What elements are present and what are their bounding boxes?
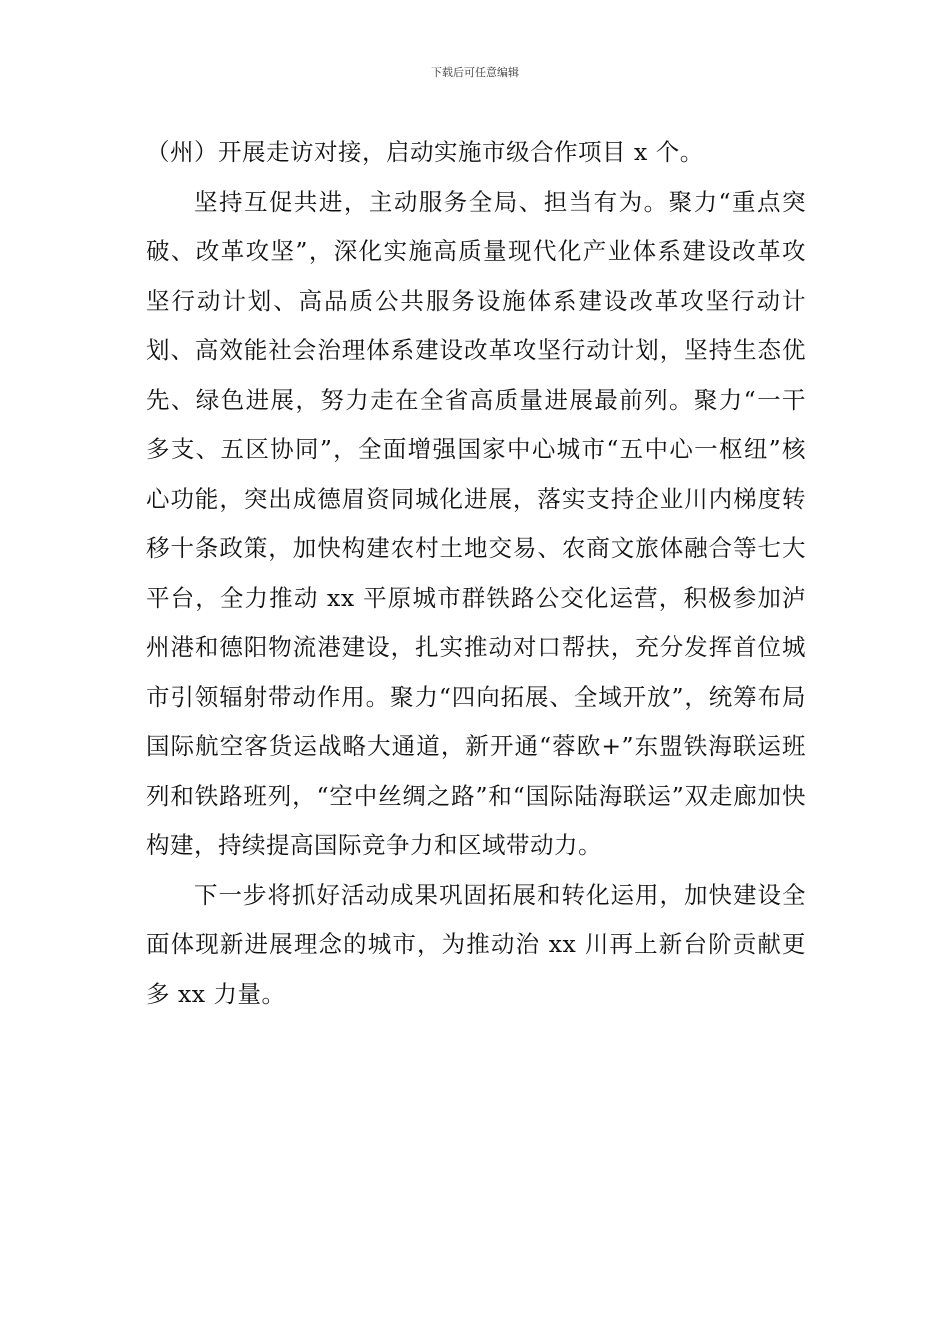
- paragraph-2: 坚持互促共进，主动服务全局、担当有为。聚力“重点突破、改革攻坚”，深化实施高质量现代化产业体系建设改革攻坚行动计划、高品质公共服务设施体系建设改革攻坚行动计划、高效能社会治理体系建设改革攻坚行动计划，坚持生态优先、绿色进展，努力走在全省高质量进展最前列。聚力“一干多支、五区协同”，全面增强国家中心城市“五中心一枢纽”核心功能，突出成德眉资同城化进展，落实支持企业川内梯度转移十条政策，加快构建农村土地交易、农商文旅体融合等七大平台，全力推动 xx 平原城市群铁路公交化运营，积极参加泸州港和德阳物流港建设，扎实推动对口帮扶，充分发挥首位城市引领辐射带动作用。聚力“四向拓展、全域开放”，统筹布局国际航空客货运战略大通道，新开通“蓉欧+”东盟铁海联运班列和铁路班列，“空中丝绸之路”和“国际陆海联运”双走廊加快构建，持续提高国际竞争力和区域带动力。: [146, 187, 806, 859]
- document-body: [146, 128, 806, 1019]
- page-header-note: 下载后可任意编辑: [431, 66, 519, 79]
- paragraph-3: 下一步将抓好活动成果巩固拓展和转化运用，加快建设全面体现新进展理念的城市，为推动治 xx 川再上新台阶贡献更多 xx 力量。: [146, 880, 806, 1008]
- paragraph-1: （州）开展走访对接，启动实施市级合作项目 x 个。: [146, 138, 704, 166]
